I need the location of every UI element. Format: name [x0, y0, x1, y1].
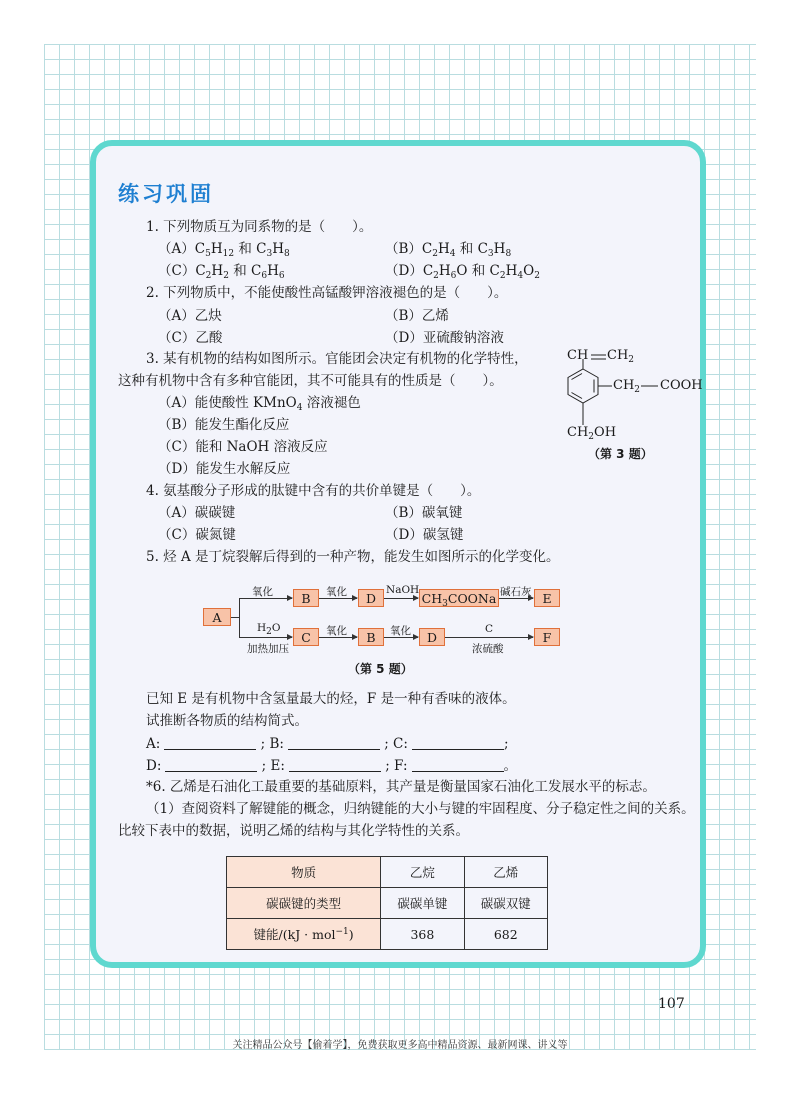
label-oxidation-2: 氧化	[326, 586, 347, 598]
q2-option-d: （D）亚硫酸钠溶液	[385, 330, 504, 346]
arrow-a-c	[239, 637, 292, 638]
table-cell: 乙烯	[464, 857, 547, 888]
q6-line2: （1）查阅资料了解键能的概念，归纳键能的大小与键的牢固程度、分子稳定性之间的关系。	[146, 801, 695, 817]
page-number: 107	[658, 996, 685, 1012]
label-oxidation-1: 氧化	[252, 586, 273, 598]
blank-d[interactable]	[165, 757, 257, 772]
split-vertical	[239, 598, 240, 637]
q4-option-a: （A）碳碳键	[158, 505, 236, 521]
table-cell: 乙烷	[381, 857, 464, 888]
q3-stem-line1: 3. 某有机物的结构如图所示。官能团会决定有机物的化学特性，	[146, 351, 528, 367]
table-cell: 368	[381, 919, 464, 950]
blank-e[interactable]	[289, 757, 381, 772]
blank-f[interactable]	[412, 757, 504, 772]
q1-option-b: $(B)C_2H_4$ 和 $C_3H_8$	[385, 241, 512, 259]
node-a: A	[203, 608, 231, 626]
q3-option-b: （B）能发生酯化反应	[158, 417, 290, 433]
q2-option-a: （A）乙炔	[158, 308, 222, 324]
q3-option-c: （C）能和 NaOH 溶液反应	[158, 439, 328, 455]
section-heading: 练习巩固	[118, 182, 214, 206]
label-heat-pressure: 加热加压	[247, 643, 289, 655]
table-cell: 682	[464, 919, 547, 950]
q1-stem: 1. 下列物质互为同系物的是（ ）。	[146, 219, 373, 235]
blank-b[interactable]	[288, 735, 380, 750]
q3-struct-right-post: COOH	[660, 378, 703, 393]
node-d-bottom: D	[419, 628, 445, 646]
table-row	[227, 857, 548, 888]
table-row	[227, 919, 548, 950]
node-ch3coona: $CH_3COONa$	[419, 589, 499, 607]
node-c: C	[293, 628, 319, 646]
bond-energy-table	[226, 856, 548, 950]
q5-fill-row1: A: ; B: ; C: ;	[146, 736, 509, 752]
q4-option-d: （D）碳氢键	[385, 527, 464, 543]
label-oxidation-3: 氧化	[326, 625, 347, 637]
table-cell: 物质	[227, 857, 381, 888]
table-cell: 碳碳键的类型	[227, 888, 381, 919]
q3-struct-bottom: $CH_2OH$	[567, 425, 617, 442]
q6-line3: 比较下表中的数据，说明乙烯的结构与其化学特性的关系。	[118, 823, 469, 839]
blank-c[interactable]	[412, 735, 504, 750]
node-d-top: D	[358, 589, 384, 607]
split-line	[231, 617, 239, 618]
arrow-d-f	[445, 637, 533, 638]
node-b-bottom: B	[358, 628, 384, 646]
label-oxidation-4: 氧化	[390, 625, 411, 637]
q2-option-b: （B）乙烯	[385, 308, 449, 324]
q3-struct-right-pre: $CH_2$	[613, 378, 641, 395]
table-cell: 碳碳双键	[464, 888, 547, 919]
q4-option-c: （C）碳氮键	[158, 527, 236, 543]
q5-known: 已知 E 是有机物中含氢量最大的烃，F 是一种有香味的液体。	[146, 691, 516, 707]
node-f: F	[534, 628, 560, 646]
q5-caption: （第 5 题）	[348, 662, 413, 676]
q5-stem: 5. 烃 A 是丁烷裂解后得到的一种产物，能发生如图所示的化学变化。	[146, 549, 560, 565]
arrow-d-ch3coona	[384, 598, 418, 599]
q3-option-a: （A）能使酸性 KMnO$_4$ 溶液褪色	[158, 395, 361, 413]
table-cell: 碳碳单键	[381, 888, 464, 919]
q5-fill-row2: D: ; E: ; F: 。	[146, 758, 517, 774]
label-naoh: NaOH	[386, 584, 420, 596]
label-conc-sulfuric-acid: 浓硫酸	[472, 643, 504, 655]
table-row	[227, 888, 548, 919]
q3-option-d: （D）能发生水解反应	[158, 461, 291, 477]
label-water: $H_2O$	[257, 622, 281, 637]
q1-option-a: $(A)C_5H_{12}$ 和 $C_3H_8$	[158, 241, 290, 259]
q2-option-c: （C）乙酸	[158, 330, 223, 346]
q4-option-b: （B）碳氧键	[385, 505, 463, 521]
q5-infer: 试推断各物质的结构简式。	[146, 713, 308, 729]
q3-caption: （第 3 题）	[588, 447, 653, 461]
node-e: E	[534, 589, 560, 607]
q1-option-d: $(D)C_2H_6O$ 和 $C_2H_4O_2$	[385, 263, 540, 281]
footer-note: 关注精品公众号【偷着学】，免费获取更多高中精品资源、最新网课、讲义等	[232, 1040, 568, 1051]
label-c: C	[485, 623, 494, 635]
q3-struct-top-right: $CH_2$	[607, 348, 635, 365]
q1-option-c: $(C)C_2H_2$ 和 $C_6H_6$	[158, 263, 285, 281]
q3-stem-line2: 这种有机物中含有多种官能团，其不可能具有的性质是（ ）。	[118, 373, 503, 389]
table-cell: 键能/(kJ · mol$^{-1}$)	[227, 919, 381, 950]
q2-stem: 2. 下列物质中，不能使酸性高锰酸钾溶液褪色的是（ ）。	[146, 285, 508, 301]
q6-line1: *6. 乙烯是石油化工最重要的基础原料，其产量是衡量国家石油化工发展水平的标志。	[146, 779, 656, 795]
q3-struct-top-left: CH	[567, 348, 589, 363]
label-soda-lime: 碱石灰	[500, 586, 532, 598]
node-b-top: B	[293, 589, 319, 607]
blank-a[interactable]	[164, 735, 256, 750]
q4-stem: 4. 氨基酸分子形成的肽键中含有的共价单键是（ ）。	[146, 483, 481, 499]
